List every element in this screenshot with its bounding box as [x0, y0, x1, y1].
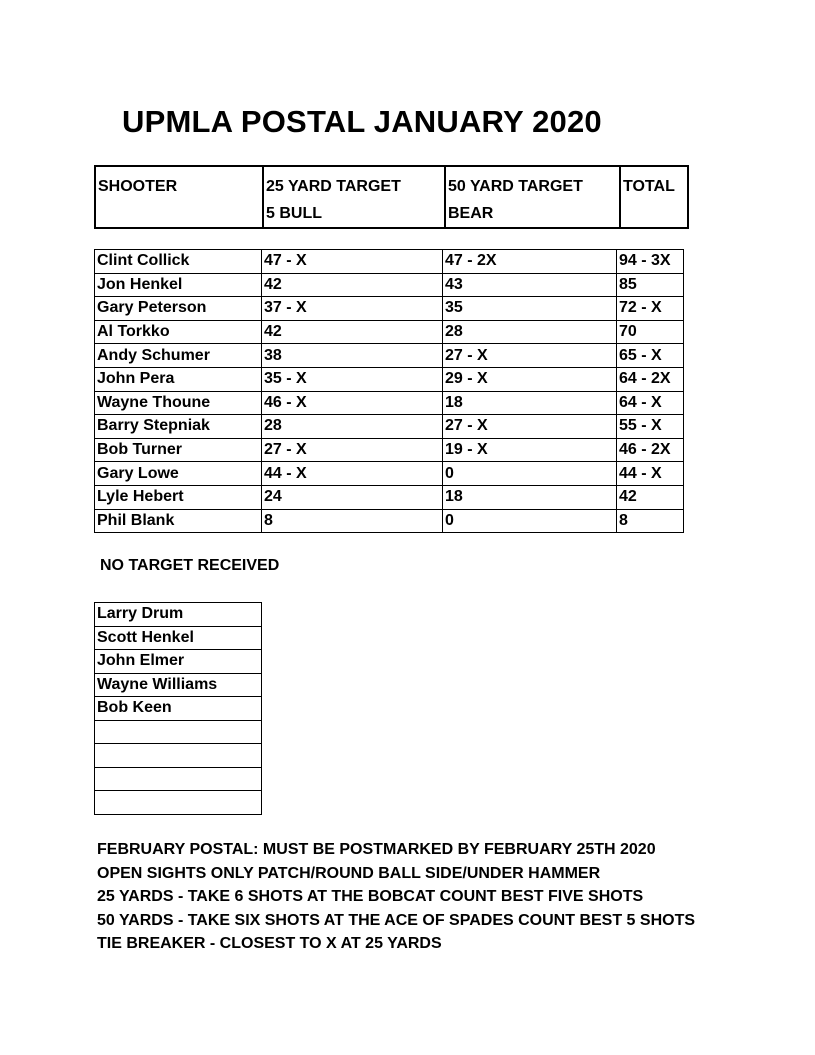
no-target-table	[94, 602, 262, 815]
score-25-yard: 47 - X	[262, 250, 443, 274]
score-total: 65 - X	[617, 344, 684, 368]
shooter-name: Gary Peterson	[95, 297, 262, 321]
score-50-yard: 27 - X	[443, 344, 617, 368]
score-25-yard: 46 - X	[262, 391, 443, 415]
table-row	[95, 391, 684, 415]
table-row	[95, 791, 262, 815]
score-25-yard: 28	[262, 415, 443, 439]
note-line: 25 YARDS - TAKE 6 SHOTS AT THE BOBCAT COUNT BEST FIVE SHOTS	[97, 888, 644, 906]
header-total-label: TOTAL	[623, 178, 675, 195]
notes	[97, 838, 695, 956]
page-title: UPMLA POSTAL JANUARY 2020	[122, 104, 602, 139]
score-50-yard: 0	[443, 462, 617, 486]
score-total: 64 - 2X	[617, 367, 684, 391]
header-25-yard-line2: 5 BULL	[266, 205, 322, 222]
header-total	[620, 166, 688, 228]
shooter-name: Bob Turner	[95, 438, 262, 462]
score-total: 55 - X	[617, 415, 684, 439]
header-row	[95, 166, 688, 228]
score-25-yard: 38	[262, 344, 443, 368]
no-target-name	[95, 720, 262, 744]
note-line: TIE BREAKER - CLOSEST TO X AT 25 YARDS	[97, 935, 442, 953]
score-25-yard: 24	[262, 485, 443, 509]
shooter-name: Andy Schumer	[95, 344, 262, 368]
header-50-yard-line2: BEAR	[448, 205, 494, 222]
score-25-yard: 8	[262, 509, 443, 533]
score-50-yard: 28	[443, 320, 617, 344]
results-table	[94, 249, 684, 533]
table-row	[95, 273, 684, 297]
header-25-yard-line1: 25 YARD TARGET	[266, 178, 401, 195]
no-target-label: NO TARGET RECEIVED	[100, 557, 280, 574]
no-target-name	[95, 791, 262, 815]
score-25-yard: 42	[262, 320, 443, 344]
score-total: 44 - X	[617, 462, 684, 486]
shooter-name: John Pera	[95, 367, 262, 391]
table-row	[95, 367, 684, 391]
score-25-yard: 42	[262, 273, 443, 297]
table-row	[95, 462, 684, 486]
shooter-name: Lyle Hebert	[95, 485, 262, 509]
score-25-yard: 37 - X	[262, 297, 443, 321]
note-line: OPEN SIGHTS ONLY PATCH/ROUND BALL SIDE/UNDER HAMMER	[97, 864, 601, 882]
no-target-name: John Elmer	[95, 650, 262, 674]
note-line: FEBRUARY POSTAL: MUST BE POSTMARKED BY FEBRUARY 25TH 2020	[97, 841, 656, 858]
score-total: 85	[617, 273, 684, 297]
score-25-yard: 44 - X	[262, 462, 443, 486]
note-line: 50 YARDS - TAKE SIX SHOTS AT THE ACE OF SPADES COUNT BEST 5 SHOTS	[97, 911, 696, 929]
score-50-yard: 0	[443, 509, 617, 533]
table-row	[95, 720, 262, 744]
no-target-name: Scott Henkel	[95, 626, 262, 650]
no-target-name: Larry Drum	[95, 603, 262, 627]
table-row	[95, 485, 684, 509]
table-row	[95, 320, 684, 344]
table-row	[95, 297, 684, 321]
shooter-name: Jon Henkel	[95, 273, 262, 297]
score-50-yard: 35	[443, 297, 617, 321]
table-row	[95, 650, 262, 674]
table-row	[95, 250, 684, 274]
score-total: 70	[617, 320, 684, 344]
score-total: 46 - 2X	[617, 438, 684, 462]
shooter-name: Barry Stepniak	[95, 415, 262, 439]
table-row	[95, 603, 262, 627]
score-50-yard: 43	[443, 273, 617, 297]
no-target-name: Bob Keen	[95, 697, 262, 721]
table-row	[95, 767, 262, 791]
table-row	[95, 673, 262, 697]
score-50-yard: 27 - X	[443, 415, 617, 439]
score-total: 8	[617, 509, 684, 533]
score-25-yard: 35 - X	[262, 367, 443, 391]
header-shooter	[95, 166, 263, 228]
score-total: 64 - X	[617, 391, 684, 415]
header-table	[94, 165, 689, 229]
shooter-name: Wayne Thoune	[95, 391, 262, 415]
header-50-yard	[445, 166, 620, 228]
score-50-yard: 18	[443, 485, 617, 509]
no-target-name	[95, 744, 262, 768]
shooter-name: Al Torkko	[95, 320, 262, 344]
no-target-name: Wayne Williams	[95, 673, 262, 697]
shooter-name: Clint Collick	[95, 250, 262, 274]
table-row	[95, 344, 684, 368]
score-total: 42	[617, 485, 684, 509]
table-row	[95, 626, 262, 650]
score-25-yard: 27 - X	[262, 438, 443, 462]
score-50-yard: 19 - X	[443, 438, 617, 462]
table-row	[95, 415, 684, 439]
score-50-yard: 29 - X	[443, 367, 617, 391]
table-row	[95, 744, 262, 768]
header-25-yard	[263, 166, 445, 228]
score-total: 72 - X	[617, 297, 684, 321]
shooter-name: Phil Blank	[95, 509, 262, 533]
table-row	[95, 697, 262, 721]
no-target-name	[95, 767, 262, 791]
score-50-yard: 18	[443, 391, 617, 415]
score-total: 94 - 3X	[617, 250, 684, 274]
header-shooter-label: SHOOTER	[98, 178, 178, 195]
table-row	[95, 509, 684, 533]
shooter-name: Gary Lowe	[95, 462, 262, 486]
table-row	[95, 438, 684, 462]
header-50-yard-line1: 50 YARD TARGET	[448, 178, 583, 195]
score-50-yard: 47 - 2X	[443, 250, 617, 274]
